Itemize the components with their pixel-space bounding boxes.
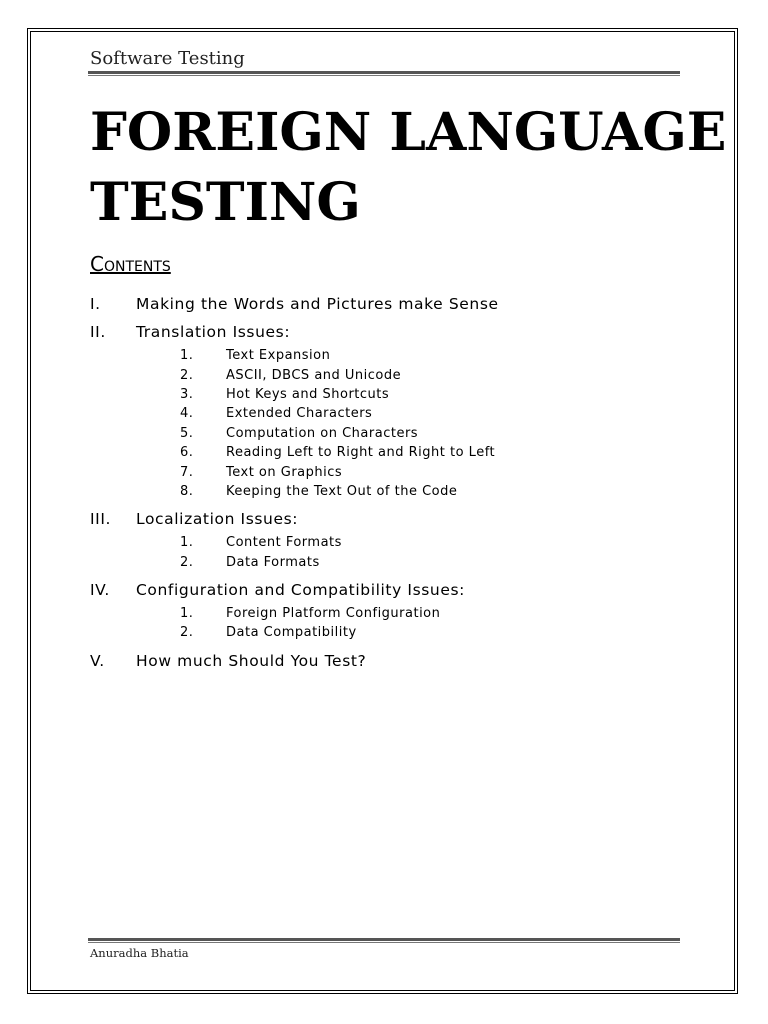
toc-section-3 — [90, 505, 690, 576]
toc-subentry[interactable] — [90, 365, 690, 384]
toc-subentry[interactable] — [90, 553, 690, 572]
toc-subentry-number: 5. — [180, 425, 194, 441]
toc-section-5 — [90, 647, 690, 675]
toc-subentry-label: Foreign Platform Configuration — [226, 606, 441, 622]
toc-subentry-number: 1. — [180, 606, 194, 622]
toc-entry[interactable] — [90, 290, 690, 318]
toc-subentry-label: Computation on Characters — [226, 425, 419, 441]
toc-subentry-label: Reading Left to Right and Right to Left — [226, 445, 496, 461]
toc-section-label: Configuration and Compatibility Issues: — [136, 580, 465, 599]
toc-entry[interactable] — [90, 318, 690, 346]
contents-heading: Contents — [90, 252, 171, 276]
toc-subentry[interactable] — [90, 346, 690, 365]
toc-section-2 — [90, 318, 690, 505]
toc-subentry-label: Text on Graphics — [226, 464, 343, 480]
toc-entry[interactable] — [90, 576, 690, 604]
toc-subentry[interactable] — [90, 623, 690, 642]
toc-subentry-number: 2. — [180, 625, 194, 641]
header-rule — [88, 71, 680, 76]
toc-section-4 — [90, 576, 690, 647]
toc-section-number: V. — [90, 651, 105, 670]
toc-section-number: IV. — [90, 580, 110, 599]
toc-subentry-label: Keeping the Text Out of the Code — [226, 483, 458, 499]
toc-section-label: Translation Issues: — [136, 323, 291, 341]
toc-subentry-number: 4. — [180, 406, 194, 422]
toc-subentry[interactable] — [90, 385, 690, 404]
running-footer: Anuradha Bhatia — [90, 946, 189, 960]
toc-subentry[interactable] — [90, 424, 690, 443]
title-line-2: TESTING — [90, 172, 361, 233]
footer-rule — [88, 938, 680, 943]
toc-subentry[interactable] — [90, 443, 690, 462]
table-of-contents — [90, 290, 690, 675]
toc-subentry[interactable] — [90, 462, 690, 481]
toc-subentry-number: 8. — [180, 483, 194, 499]
toc-subentry-label: Hot Keys and Shortcuts — [226, 386, 390, 402]
toc-subentry-number: 6. — [180, 445, 194, 461]
toc-subentry-label: ASCII, DBCS and Unicode — [226, 367, 402, 383]
toc-subentry-label: Text Expansion — [226, 348, 331, 364]
toc-section-number: III. — [90, 510, 112, 529]
title-line-1: FOREIGN LANGUAGE — [90, 102, 727, 163]
toc-subentry-number: 2. — [180, 554, 194, 570]
toc-section-label: Making the Words and Pictures make Sense — [136, 295, 499, 313]
toc-subentry-label: Data Compatibility — [226, 625, 357, 641]
toc-section-label: How much Should You Test? — [136, 651, 367, 670]
toc-entry[interactable] — [90, 647, 690, 675]
toc-subentry[interactable] — [90, 533, 690, 552]
toc-section-number: I. — [90, 295, 101, 313]
toc-section-label: Localization Issues: — [136, 510, 299, 529]
toc-subentry[interactable] — [90, 404, 690, 423]
toc-section-1 — [90, 290, 690, 318]
toc-subentry-label: Content Formats — [226, 535, 342, 551]
toc-subentry-number: 2. — [180, 367, 194, 383]
toc-subentry-label: Data Formats — [226, 554, 320, 570]
toc-section-number: II. — [90, 323, 106, 341]
toc-subentry-number: 3. — [180, 386, 194, 402]
toc-subentry[interactable] — [90, 604, 690, 623]
running-header: Software Testing — [90, 48, 245, 69]
document-title — [90, 98, 730, 238]
toc-entry[interactable] — [90, 505, 690, 533]
toc-subentry-number: 1. — [180, 348, 194, 364]
toc-subentry-number: 1. — [180, 535, 194, 551]
toc-subentry-number: 7. — [180, 464, 194, 480]
toc-subentry[interactable] — [90, 482, 690, 501]
toc-subentry-label: Extended Characters — [226, 406, 373, 422]
